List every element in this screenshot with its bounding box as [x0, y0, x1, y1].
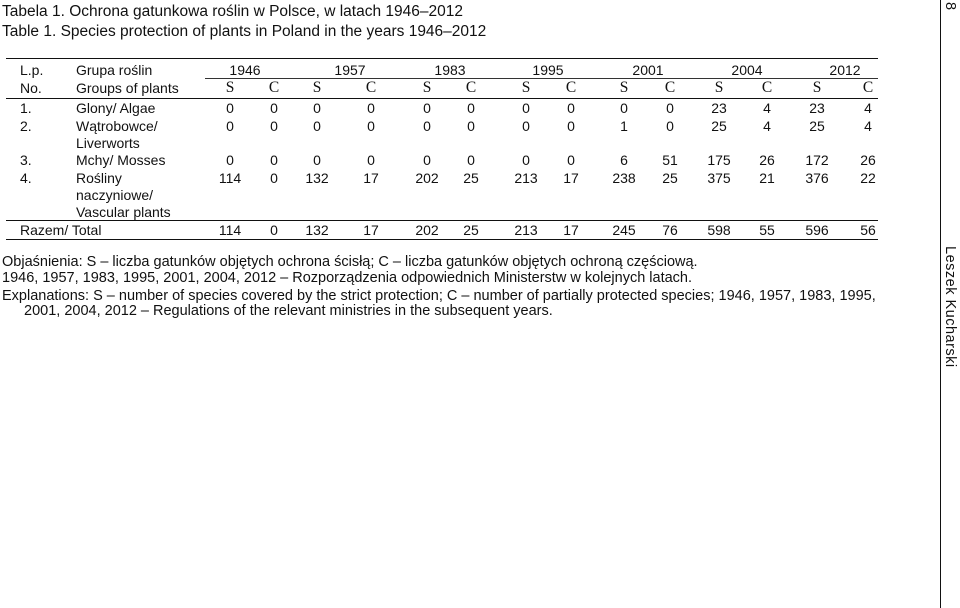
- total-cell: 202: [415, 222, 439, 238]
- header-year: 2004: [731, 62, 763, 78]
- margin-rule: [940, 0, 941, 608]
- header-year: 1946: [229, 62, 261, 78]
- row-group-name: Wątrobowce/: [76, 118, 158, 134]
- table-cell: 0: [467, 100, 475, 116]
- header-year: 1983: [434, 62, 466, 78]
- table-cell: 22: [860, 170, 876, 186]
- table-cell: 0: [270, 152, 278, 168]
- table-cell: 26: [759, 152, 775, 168]
- table-cell: 1: [620, 118, 628, 134]
- total-cell: 76: [662, 222, 678, 238]
- table-cell: 0: [367, 152, 375, 168]
- table-cell: 0: [423, 152, 431, 168]
- total-cell: 55: [759, 222, 775, 238]
- row-number: 3.: [20, 152, 32, 168]
- table-cell: 25: [662, 170, 678, 186]
- table-cell: 114: [218, 170, 242, 186]
- row-group-name: Liverworts: [76, 135, 140, 151]
- header-year: 2012: [829, 62, 861, 78]
- total-cell: 17: [363, 222, 379, 238]
- table-cell: 4: [864, 118, 872, 134]
- table-cell: 25: [711, 118, 727, 134]
- page-number: 8: [942, 2, 958, 11]
- notes-line-3: Explanations: S – number of species covered by the strict protection; C – number of partially protected species; 1946, 1957, 1983, 1995,: [2, 288, 876, 304]
- table-cell: 0: [522, 100, 530, 116]
- header-bottom-rule: [6, 98, 878, 99]
- table-cell: 0: [567, 152, 575, 168]
- header-year: 2001: [632, 62, 664, 78]
- table-cell: 132: [305, 170, 329, 186]
- table-cell: 0: [467, 152, 475, 168]
- total-cell: 17: [563, 222, 579, 238]
- running-author: Leszek Kucharski: [942, 246, 958, 368]
- total-cell: 598: [707, 222, 731, 238]
- row-group-name: naczyniowe/: [76, 187, 154, 203]
- table-caption-en: Table 1. Species protection of plants in Poland in the years 1946–2012: [2, 23, 487, 40]
- header-subcol: C: [465, 79, 477, 96]
- table-cell: 17: [363, 170, 379, 186]
- table-cell: 0: [270, 170, 278, 186]
- table-cell: 26: [860, 152, 876, 168]
- table-caption-pl: Tabela 1. Ochrona gatunkowa roślin w Polsce, w latach 1946–2012: [2, 3, 463, 20]
- row-group-name: Mchy/ Mosses: [76, 152, 166, 168]
- header-subcol: S: [812, 79, 822, 96]
- table-cell: 0: [522, 152, 530, 168]
- header-subcol: C: [365, 79, 377, 96]
- table-cell: 0: [270, 118, 278, 134]
- table-cell: 21: [759, 170, 775, 186]
- table-cell: 0: [270, 100, 278, 116]
- table-cell: 4: [763, 100, 771, 116]
- table-cell: 0: [620, 100, 628, 116]
- header-subcol: C: [761, 79, 773, 96]
- header-subcol: S: [225, 79, 235, 96]
- header-subcol: S: [521, 79, 531, 96]
- table-cell: 175: [707, 152, 731, 168]
- header-group-en: Groups of plants: [76, 80, 179, 96]
- header-group-pl: Grupa roślin: [76, 62, 153, 78]
- table-cell: 23: [711, 100, 727, 116]
- table-cell: 51: [662, 152, 678, 168]
- table-cell: 25: [463, 170, 479, 186]
- table-cell: 0: [226, 152, 234, 168]
- total-cell: 25: [463, 222, 479, 238]
- table-cell: 375: [707, 170, 731, 186]
- total-cell: 114: [218, 222, 242, 238]
- row-group-name: Vascular plants: [76, 204, 171, 220]
- row-number: 2.: [20, 118, 32, 134]
- total-cell: 132: [305, 222, 329, 238]
- table-cell: 0: [467, 118, 475, 134]
- table-cell: 4: [864, 100, 872, 116]
- table-cell: 25: [809, 118, 825, 134]
- header-subcol: C: [565, 79, 577, 96]
- table-cell: 0: [423, 118, 431, 134]
- total-cell: 0: [270, 222, 278, 238]
- table-top-rule: [6, 58, 878, 59]
- table-cell: 0: [666, 118, 674, 134]
- header-subcol: C: [268, 79, 280, 96]
- row-number: 4.: [20, 170, 32, 186]
- total-cell: 213: [514, 222, 538, 238]
- table-cell: 0: [226, 100, 234, 116]
- table-cell: 17: [563, 170, 579, 186]
- table-bottom-rule: [6, 239, 878, 240]
- row-group-name: Rośliny: [76, 170, 122, 186]
- header-subcol: S: [312, 79, 322, 96]
- table-cell: 0: [567, 118, 575, 134]
- notes-line-4: 2001, 2004, 2012 – Regulations of the relevant ministries in the subsequent years.: [24, 303, 553, 319]
- table-cell: 6: [620, 152, 628, 168]
- header-year: 1995: [532, 62, 564, 78]
- table-cell: 0: [367, 118, 375, 134]
- table-cell: 0: [226, 118, 234, 134]
- table-cell: 0: [567, 100, 575, 116]
- header-year: 1957: [334, 62, 366, 78]
- header-subcol: C: [862, 79, 874, 96]
- table-cell: 0: [313, 118, 321, 134]
- table-cell: 172: [805, 152, 829, 168]
- total-cell: 245: [612, 222, 636, 238]
- total-cell: 56: [860, 222, 876, 238]
- header-subcol: S: [422, 79, 432, 96]
- total-label: Razem/ Total: [20, 222, 102, 238]
- header-subcol: S: [619, 79, 629, 96]
- total-cell: 596: [805, 222, 829, 238]
- row-number: 1.: [20, 100, 32, 116]
- table-cell: 0: [522, 118, 530, 134]
- notes-line-2: 1946, 1957, 1983, 1995, 2001, 2004, 2012 – Rozporządzenia odpowiednich Ministerstw w kolejnych latach.: [2, 270, 693, 286]
- table-cell: 213: [514, 170, 538, 186]
- header-subcol: C: [664, 79, 676, 96]
- table-cell: 202: [415, 170, 439, 186]
- table-cell: 376: [805, 170, 829, 186]
- table-cell: 0: [313, 100, 321, 116]
- row-group-name: Glony/ Algae: [76, 100, 156, 116]
- table-cell: 0: [313, 152, 321, 168]
- table-cell: 0: [666, 100, 674, 116]
- header-no-pl: L.p.: [20, 62, 44, 78]
- table-cell: 0: [423, 100, 431, 116]
- notes-line-1: Objaśnienia: S – liczba gatunków objętych ochrona ścisłą; C – liczba gatunków objętych ochroną częściową.: [2, 254, 698, 270]
- header-subcol: S: [714, 79, 724, 96]
- header-no-en: No.: [20, 80, 42, 96]
- table-cell: 238: [612, 170, 636, 186]
- table-cell: 23: [809, 100, 825, 116]
- table-cell: 0: [367, 100, 375, 116]
- table-cell: 4: [763, 118, 771, 134]
